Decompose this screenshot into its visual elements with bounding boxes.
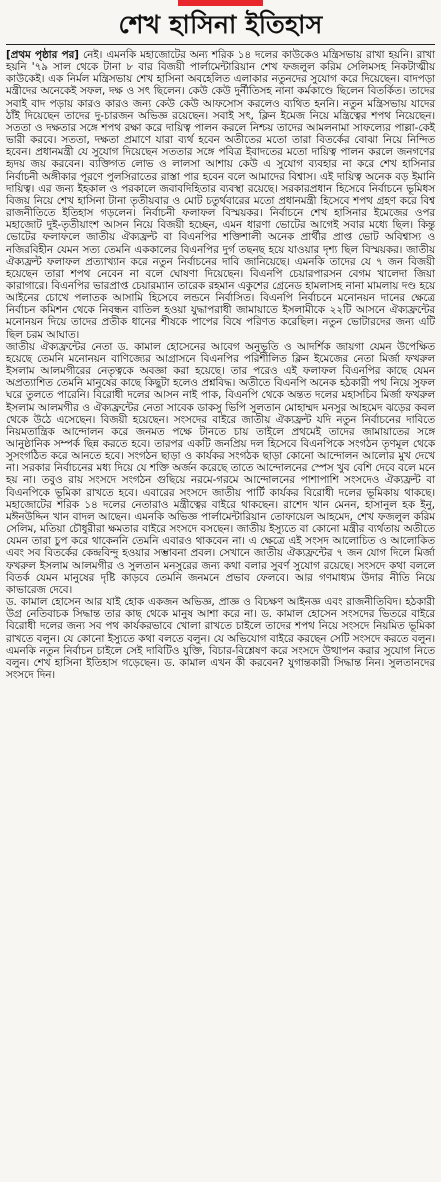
- continuation-kicker: [প্রথম পৃষ্ঠার পর]: [6, 49, 79, 61]
- paragraph-text: নেই। এমনকি মহাজোটের অন্য শরিক ১৪ দলের কাউকেও মন্ত্রিসভায় রাখা হয়নি। রাখা হয়নি '৭৯ সাল থেকে টানা ৮ বার বিজয়ী পার্লামেন্টারিয়ান শেখ ফজলুল করিম সেলিমসহ নিকটাত্মীয় কাউকেই। এক নির্মল মন্ত্রিসভায় শেখ হাসিনা অবহেলিত এলাকার নতুনদের সুযোগ করে দিয়েছেন। বাদপড়া মন্ত্রীদের অনেকেই সফল, দক্ষ ও সৎ ছিলেন। কেউ কেউ দুর্নীতিসহ নানা কর্মকাণ্ডে ছিলেন বিতর্কিত। তাদের সবাই বাদ পড়ায় কারও কারও জন্য কেউ কেউ আফসোস করলেও ব্যথিত হননি। নতুন মন্ত্রিসভায় যাদের ঠাঁই দিয়েছেন তাদের দু-চারজন অভিজ্ঞ রয়েছেন। সবাই সৎ, ক্লিন ইমেজ নিয়ে মন্ত্রিত্বের শপথ নিয়েছেন। সততা ও দক্ষতার সঙ্গে শপথ রক্ষা করে দায়িত্ব পালন করলে নিশ্চয় তাদের আমলনামা সাফল্যের পাল্লা-কেই ভারী করবে। সততা, দক্ষতা প্রমাণে যারা ব্যর্থ হবেন অতীতের মতো তারা বিতর্কের বোঝা নিয়ে নিন্দিত হবেন। প্রধানমন্ত্রী যে সুযোগ দিয়েছেন সততার সঙ্গে পবিত্র ইবাদতের মতো দায়িত্ব পালন করলে জনগণের হৃদয় জয় করবেন। ব্যক্তিগত লোভ ও লালসা আশায় কেউ এ সুযোগ ব্যবহার না করে শেখ হাসিনার নির্বাচনী অঙ্গীকার পূরণে পুলসিরাতের রাস্তা পার হবেন বলে আমাদের বিশ্বাস। এই দায়িত্ব অনেক বড় ইমানি দায়িত্ব। এর জন্য ইহকাল ও পরকালে জবাবদিহিতার ব্যবস্থা রয়েছে। সরকারপ্রধান হিসেবে নির্বাচনে ভূমিধস বিজয় নিয়ে শেখ হাসিনা টানা তৃতীয়বার ও মোট চতুর্থবারের মতো প্রধানমন্ত্রী হিসেবে শপথ গ্রহণ করে বিশ্ব রাজনীতিতে ইতিহাস গড়লেন। নির্বাচনী ফলাফল বিস্ময়কর। নির্বাচনে শেখ হাসিনার ইমেজের ওপর মহাজোট দুই-তৃতীয়াংশ আসন নিয়ে বিজয়ী হচ্ছেন, এমন ধারণা ভোটের আগেই সবার মধ্যে ছিল। কিন্তু ভোটের ফলাফলে জাতীয় ঐক্যফ্রন্ট বা বিএনপির শক্তিশালী অনেক প্রার্থীর প্রাপ্ত ভোট অবিশ্বাস্য ও নজিরবিহীন যেমন সত্য তেমনি এককালের বিএনপির দুর্গ তছনছ হয়ে যাওয়ার দৃশ্য ছিল বিস্ময়কর। জাতীয় ঐক্যফ্রন্ট ফলাফল প্রত্যাখ্যান করে নতুন নির্বাচনের দাবি জানিয়েছে। এমনকি তাদের যে ৭ জন বিজয়ী হয়েছেন তারা শপথ নেবেন না বলে ঘোষণা দিয়েছেন। বিএনপি চেয়ারপারসন বেগম খালেদা জিয়া কারাগারে। বিএনপির ভারপ্রাপ্ত চেয়ারম্যান তারেক রহমান একুশের গ্রেনেড হামলাসহ নানা মামলায় দণ্ড হয়ে আইনের চোখে পলাতক আসামি হিসেবে লন্ডনে নির্বাসিত। বিএনপি নির্বাচনে মনোনয়ন দানের ক্ষেত্রে নির্বাচন কমিশন থেকে নিবন্ধন বাতিল হওয়া যুদ্ধাপরাধী জামায়াতে ইসলামীকে ২২টি আসনে ঐক্যফ্রন্টের মনোনয়ন দিয়ে তাদের প্রতীক ধানের শীষকে পাপের বিষে পরিণত করেছিল। নতুন ভোটারদের জন্য এটি ছিল চরম আঘাত।: [6, 49, 436, 341]
- article-headline: শেখ হাসিনা ইতিহাস: [118, 10, 323, 39]
- article-paragraph: [6, 49, 435, 341]
- article-paragraph: [6, 596, 435, 681]
- paragraph-text: জাতীয় ঐক্যফ্রন্টের নেতা ড. কামাল হোসেনের আবেগ অনুভূতি ও আদর্শিক জায়গা যেমন উপেক্ষিত হয়েছে তেমনি মনোনয়ন বাণিজ্যের আগ্রাসনে বিএনপির পরিশীলিত ক্লিন ইমেজের নেতা মির্জা ফখরুল ইসলাম আলমগীরের নেতৃত্বকে অবজ্ঞা করা হয়েছে। তার পরেও এই ফলাফল বিএনপির কাছে যেমন অপ্রত্যাশিত তেমনি মানুষের কাছে কিছুটা হলেও প্রশ্নবিদ্ধ। অতীতে বিএনপি অনেক হঠকারী পথ নিয়ে সুফল ঘরে তুলতে পারেনি। বিরোধী দলের আসন নাই পাক, বিএনপি থেকে অন্তত দলের মহাসচিব মির্জা ফখরুল ইসলাম আলমগীর ও ঐক্যফ্রন্টের নেতা সাবেক ডাকসু ভিপি সুলতান মোহাম্মদ মনসুর আহমেদ ঝড়ের কবল থেকে উঠে এসেছেন। বিজয়ী হয়েছেন। সংসদের বাইরে জাতীয় ঐক্যফ্রন্ট যদি নতুন নির্বাচনের দাবিতে নিয়মতান্ত্রিক আন্দোলন করে জনমত পক্ষে টানতে চায় তাইলে প্রথমেই তাদের জামায়াতের সঙ্গে আনুষ্ঠানিক সম্পর্ক ছিন্ন করতে হবে। তারপর একটি জনপ্রিয় দল হিসেবে বিএনপিকে সংগঠন তৃণমূল থেকে সুসংগঠিত করে আনতে হবে। সংগঠন ছাড়া ও কার্যকর সংগঠক ছাড়া কোনো আন্দোলন আলোর মুখ দেখে না। সরকার নির্বাচনের মধ্য দিয়ে যে শক্তি অর্জন করেছে তাতে আন্দোলনের স্পেস খুব বেশি দেবে বলে মনে হয় না। তবুও রায় সংসদে সংগঠন গুছিয়ে নরমে-গরমে আন্দোলনের পাশাপাশি সংসদেও ঐক্যফ্রন্ট বা বিএনপিকে ভূমিকা রাখতে হবে। এবারের সংসদে জাতীয় পার্টি কার্যকর বিরোধী দলের ভূমিকায় থাকছে। মহাজোটের শরিক ১৪ দলের নেতারাও মন্ত্রীত্বের বাইরে থাকছেন। রাশেদ খান মেনন, হাসানুল হক ইনু, মঈনউদ্দিন খান বাদল আছেন। এমনকি অভিজ্ঞ পার্লামেন্টারিয়ান তোফায়েল আহমেদ, শেখ ফজলুল করিম সেলিম, মতিয়া চৌধুরীরা ক্ষমতার বাইরে সংসদে বসছেন। জাতীয় ইস্যুতে বা কোনো মন্ত্রীর ব্যর্থতায় অতীতে যেমন তারা চুপ করে থাকেননি তেমনি এবারও থাকবেন না। এ ক্ষেত্রে এই সংসদ আলোচিত ও আলোকিত এবং সব বিতর্কের কেন্দ্রবিন্দু হওয়ার সম্ভাবনা প্রবল। সেখানে জাতীয় ঐক্যফ্রন্টের ৭ জন যোগ দিলে মির্জা ফখরুল ইসলাম আলমগীর ও সুলতান মনসুরের জন্য কথা বলার সুবর্ণ সুযোগ রয়েছে। সংসদে কথা বললে বিতর্ক যেমন মানুষের দৃষ্টি কাড়বে তেমনি জনমনে প্রভাব ফেলবে। আর গণমাধ্যম উদার নীতি নিয়ে কাভারেজ দেবে।: [6, 340, 435, 596]
- article-body: [6, 49, 435, 681]
- section-marker-bar: [178, 0, 263, 6]
- headline-divider: [6, 44, 435, 45]
- paragraph-text: ড. কামাল হোসেন আর যাই হোক একজন অভিজ্ঞ, প্রাজ্ঞ ও বিচক্ষণ আইনজ্ঞ এবং রাজনীতিবিদ। হঠকারী উগ্র নেতিবাচক সিদ্ধান্ত তার কাছ থেকে মানুষ আশা করে না। ড. কামাল হোসেন সংসদের ভিতরে বাইরে বিরোধী দলের জন্য সব পথ কার্যকরভাবে খোলা রাখতে চাইলে তাদের শপথ নিয়ে সংসদে নিয়মিত ভূমিকা রাখতে বলুন। যে কোনো ইস্যুতে কথা বলতে বলুন। যে অভিযোগ বাইরে করছেন সেটি সংসদে করতে বলুন। এমনকি নতুন নির্বাচন চাইলে সেই দাবিটিও যুক্তি, বিচার-বিশ্লেষণ করে সংসদে উত্থাপন করার সুযোগ নিতে বলুন। শেখ হাসিনা ইতিহাস গড়েছেন। ড. কামাল এখন কী করবেন? যুগান্তকারী সিদ্ধান্ত নিন। সুলতানদের সংসদে দিন।: [6, 596, 435, 681]
- article-paragraph: [6, 341, 435, 596]
